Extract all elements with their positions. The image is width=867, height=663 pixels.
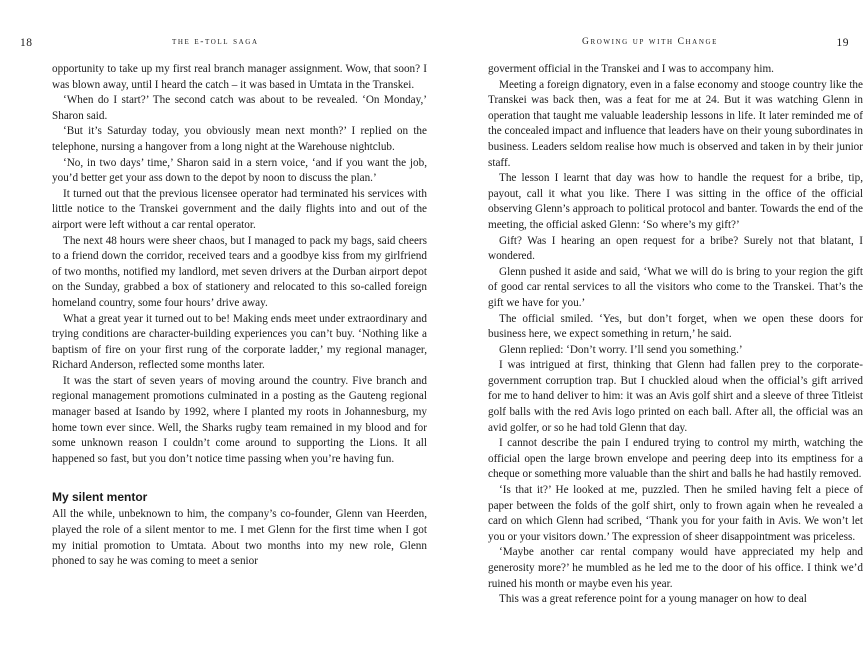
left-page (0, 0, 433, 663)
paragraph: ‘No, in two days’ time,’ Sharon said in a stern voice, ‘and if you want the job, you’d better get your ass down to the depot by noon to discuss the plan.’ (52, 156, 427, 185)
paragraph: What a great year it turned out to be! Making ends meet under extraordinary and trying conditions are character-building experiences you can’t buy. ‘Nothing like a baptism of fire on your first rung of the corporate ladder,’ my regional manager, Richard Anderson, reflected some months later. (52, 312, 427, 372)
paragraph: Glenn pushed it aside and said, ‘What we will do is bring to your region the gift of good car rental services to all the visitors who come to the Transkei. That’s the gift we have for you.’ (488, 265, 863, 309)
paragraph: Gift? Was I hearing an open request for a bribe? Surely not that blatant, I wondered. (488, 234, 863, 263)
right-page (434, 0, 867, 663)
running-head: the e-toll saga (172, 37, 259, 47)
paragraph: The official smiled. ‘Yes, but don’t forget, when we open these doors for business here, we expect something in return,’ he said. (488, 312, 863, 341)
section-heading: My silent mentor (52, 490, 148, 505)
body-text (52, 62, 427, 570)
paragraph: ‘Maybe another car rental company would have appreciated my help and generosity more?’ he mumbled as he led me to the door of his office. I think we’d ruined his month or maybe even his year. (488, 546, 863, 590)
paragraph: This was a great reference point for a young manager on how to deal (499, 593, 807, 606)
running-head: Growing up with Change (582, 37, 719, 47)
page-number: 18 (20, 37, 33, 49)
body-text (488, 62, 863, 608)
paragraph: I cannot describe the pain I endured trying to control my mirth, watching the official open the large brown envelope and peering deep into its emptiness for a cheque or something more valuable than the shirt and balls he had hastily removed. (488, 437, 863, 481)
paragraph: goverment official in the Transkei and I was to accompany him. (488, 63, 774, 75)
paragraph: All the while, unbeknown to him, the company’s co-founder, Glenn van Heerden, played the role of a silent mentor to me. I met Glenn for the first time when I got my initial promotion to Umtata. About two months into my new role, Glenn phoned to say he was coming to meet a senior (52, 508, 427, 568)
paragraph: ‘When do I start?’ The second catch was about to be revealed. ‘On Monday,’ Sharon said. (52, 94, 427, 122)
paragraph: It turned out that the previous licensee operator had terminated his services with little notice to the Transkei government and the daily flights into and out of the airport were left without a car rental operator. (52, 187, 427, 231)
page-number: 19 (836, 37, 849, 49)
paragraph: It was the start of seven years of moving around the country. Five branch and regional management promotions culminated in a posting as the Gauteng regional manager based at Isando by 1992, where I planted my roots in Johannesburg, my home town ever since. Well, the Sharks rugby team remained in my blood and for some unknown reason I couldn’t come around to supporting the Lions. It all happened so fast, but you don’t notice time passing when you’re having fun. (52, 374, 427, 465)
paragraph: The lesson I learnt that day was how to handle the request for a bribe, tip, payout, call it what you like. There I was sitting in the office of the official observing Glenn’s approach to political protocol and banter. Towards the end of the meeting, the official asked Glenn: ‘So where’s my gift?’ (488, 172, 863, 231)
paragraph: opportunity to take up my first real branch manager assignment. Wow, that soon? I was blown away, until I heard the catch – it was based in Umtata in the Transkei. (52, 63, 427, 91)
paragraph: ‘Is that it?’ He looked at me, puzzled. Then he smiled having felt a piece of paper between the folds of the golf shirt, only to frown again when he revealed a card on which Glenn had scribed, ‘Thank you for your faith in Avis. We won’t let you or your visitors down.’ The expression of sheer disappointment was priceless. (488, 484, 863, 543)
paragraph: ‘But it’s Saturday today, you obviously mean next month?’ I replied on the telephone, nursing a hangover from a long night at the Warehouse nightclub. (52, 125, 427, 153)
paragraph: I was intrigued at first, thinking that Glenn had fallen prey to the corporate-government corruption trap. But I chuckled aloud when the official’s gift arrived for me to hand deliver to him: it was an Avis golf shirt and a sleeve of three Titleist golf balls with the red Avis logo printed on each ball. After all, the official was an avid golfer, or so he had told Glenn that day. (488, 359, 863, 434)
paragraph: Meeting a foreign dignatory, even in a false economy and stooge country like the Transkei was back then, was a feat for me at 24. But it was watching Glenn in operation that taught me valuable leadership lessons in life. It later reminded me of the concealed impact and influence that leaders have on their young subordinates in business. Leaders seldom realise how much is observed and taken in by their junior staff. (488, 78, 863, 169)
paragraph: Glenn replied: ‘Don’t worry. I’ll send you something.’ (499, 343, 743, 356)
paragraph: The next 48 hours were sheer chaos, but I managed to pack my bags, said cheers to a friend down the corridor, received tears and a goodbye kiss from my girlfriend of two months, notified my landlord, met seven drivers at the Durban airport depot on the Sunday, grabbed a box of stationery and relocated to this so-called foreign homeland country, some four hours’ drive away. (52, 234, 427, 309)
